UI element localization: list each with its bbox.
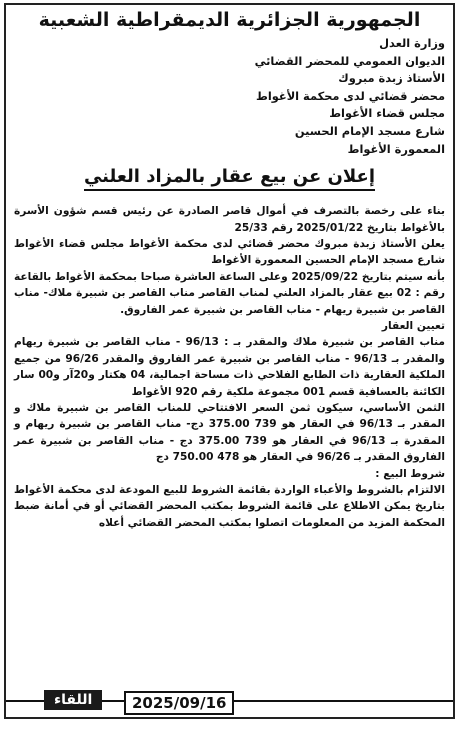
header-bailiff-name: الأستاذ زبدة مبروك bbox=[338, 71, 445, 86]
header-ministry: وزارة العدل bbox=[379, 36, 445, 50]
header-council: مجلس قضاء الأغواط bbox=[329, 106, 445, 121]
body-property-details: مناب القاصر بن شبيرة ملاك والمقدر بـ : 96/13 - مناب القاصر بن شبيرة ريهام والمقدر بـ 96/13 - مناب القاصر بن شبيرة عمر الفاروق والمقدر 96/26 من جميع الملكية العقارية ذات الطابع الفلاحي ذات مساحة اجمالية، 04 هكتار و20آر و00 سار الكائنة بالعسافية قسم 001 مجموعة ملكية رقم 920 الأغواط bbox=[14, 336, 446, 398]
header-city: المعمورة الأغواط bbox=[347, 141, 445, 156]
republic-heading: الجمهورية الجزائرية الديمقراطية الشعبية bbox=[38, 9, 421, 31]
header-office: الديوان العمومي للمحضر القضائي bbox=[254, 53, 445, 68]
body-conditions: الالتزام بالشروط والأعباء الواردة بقائمة الشروط للبيع المودعة لدى محكمة الأغواط بتاريخ يمكن الاطلاع على قائمة الشروط بمكتب المحضر القضائي أو في أمانة ضبط المحكمة المزيد من المعلومات اتصلوا بمكتب المحضر القضائي أعلاه bbox=[14, 484, 445, 529]
header-street: شارع مسجد الإمام الحسين bbox=[294, 123, 445, 138]
publication-date: 2025/09/16 bbox=[124, 691, 234, 715]
body-authorization: بناء على رخصة بالتصرف في أموال قاصر الصادرة عن رئيس قسم شؤون الأسرة بالأغواط بتاريخ 2025/01/22 رقم 25/33 bbox=[14, 205, 445, 234]
body-property-heading: تعيين العقار bbox=[381, 320, 445, 332]
footer-strip bbox=[6, 689, 453, 717]
announcement-body bbox=[14, 203, 445, 531]
header-bailiff-court: محضر قضائي لدى محكمة الأغواط bbox=[256, 88, 445, 103]
issuer-block bbox=[14, 35, 445, 158]
body-announcer: يعلن الأستاذ زبدة مبروك محضر قضائي لدى محكمة الأغواط مجلس قضاء الأغواط شارع مسجد الإمام الحسين المعمورة الأغواط bbox=[14, 237, 445, 267]
announcement-page bbox=[4, 3, 455, 719]
body-conditions-heading: شروط البيع : bbox=[375, 467, 445, 480]
title-wrap bbox=[14, 166, 445, 191]
body-base-price: الثمن الأساسي، سيكون ثمن السعر الافتتاحي للمناب القاصر بن شبيرة ملاك و المقدر بـ 96/13 في العقار هو 739 375.00 دج- مناب القاصر بن شبيرة ريهام و المقدرة بـ 96/13 في العقار هو 739 375.00 دج - مناب القاصر بن شبيرة عمر الفاروق المقدر بـ 96/26 في العقار هو 478 750.00 دج bbox=[14, 402, 445, 464]
newspaper-name: اللقاء bbox=[44, 690, 102, 710]
announcement-title: إعلان عن بيع عقار بالمزاد العلني bbox=[84, 166, 375, 191]
body-sale-date: بأنه سيتم بتاريخ 2025/09/22 وعلى الساعة العاشرة صباحا بمحكمة الأغواط بالقاعة رقم : 02 بيع عقار بالمزاد العلني لمناب القاصر مناب القاصر بن شبيرة ملاك- مناب القاصر بن شبيرة ريهام - مناب القاصر بن شبيرة عمر الفاروق. bbox=[14, 270, 445, 316]
